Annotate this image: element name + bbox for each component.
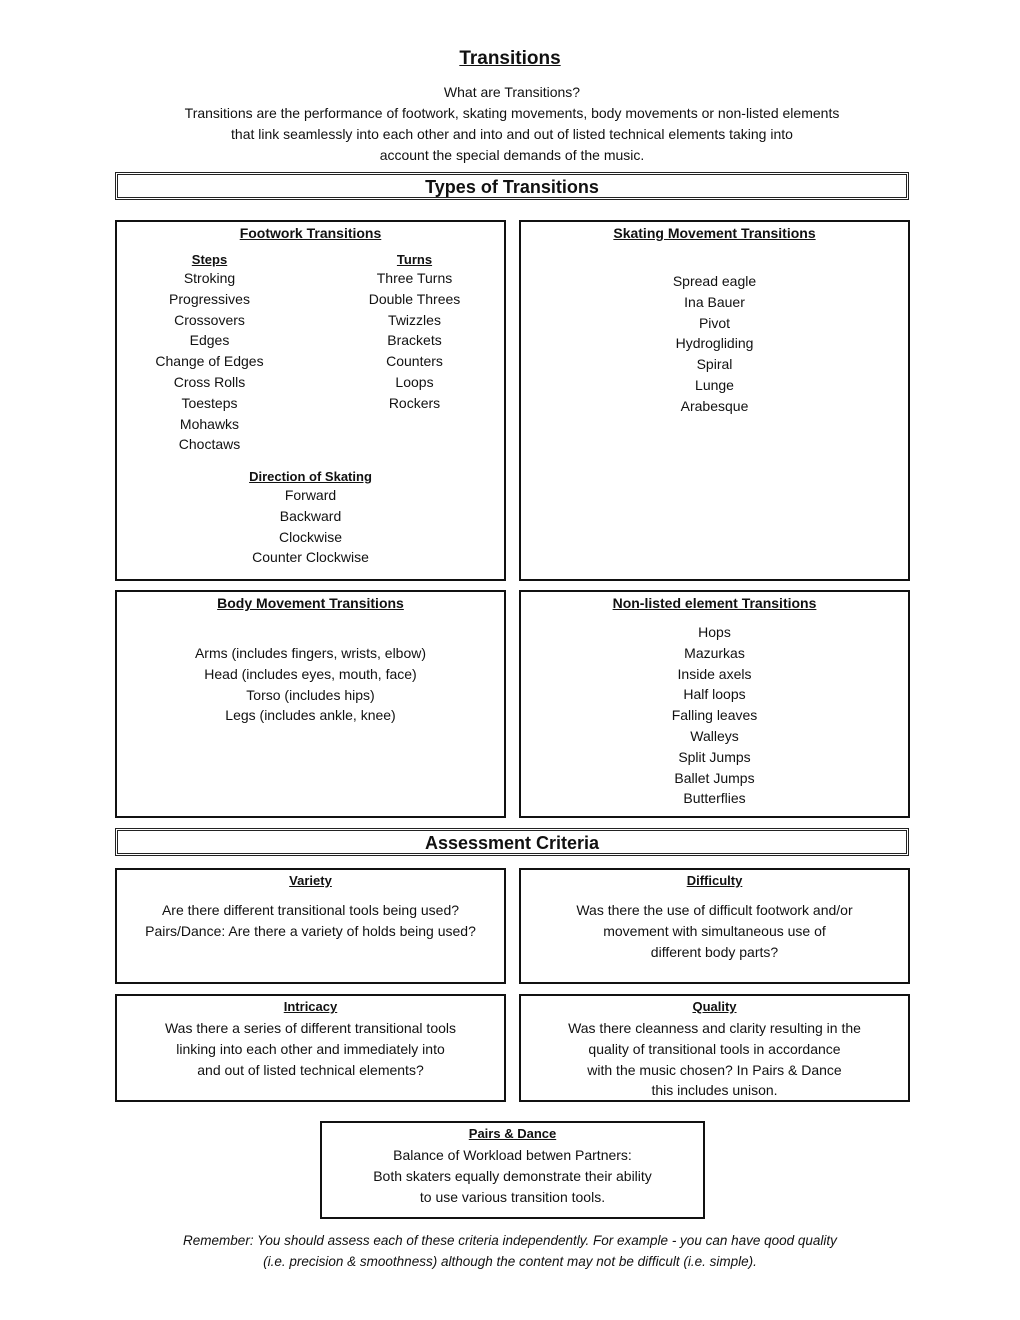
nonlisted-item: Ballet Jumps bbox=[674, 769, 755, 786]
step-item: Toesteps bbox=[181, 394, 238, 411]
footer-note-line: Remember: You should assess each of these criteria independently. For example - you can have qood quality bbox=[183, 1233, 837, 1248]
footwork-heading: Footwork Transitions bbox=[239, 225, 382, 241]
quality-heading: Quality bbox=[692, 999, 737, 1014]
footwork-box bbox=[115, 220, 506, 581]
difficulty-text bbox=[521, 900, 908, 962]
variety-text bbox=[117, 900, 504, 942]
body-item: Arms (includes fingers, wrists, elbow) bbox=[194, 645, 427, 661]
step-item: Progressives bbox=[169, 290, 250, 307]
assessment-banner: Assessment Criteria bbox=[115, 828, 909, 856]
difficulty-line: different body parts? bbox=[650, 943, 779, 960]
turn-item: Loops bbox=[395, 373, 434, 390]
skating-box bbox=[519, 220, 910, 581]
intro-line: Transitions are the performance of footwork, skating movements, body movements or non-listed elements bbox=[184, 105, 840, 121]
quality-box bbox=[519, 994, 910, 1102]
skating-item: Spiral bbox=[696, 356, 733, 373]
nonlisted-box bbox=[519, 590, 910, 818]
direction-item: Forward bbox=[284, 487, 337, 503]
nonlisted-item: Falling leaves bbox=[671, 707, 758, 724]
step-item: Mohawks bbox=[179, 415, 240, 432]
turn-item: Three Turns bbox=[376, 270, 453, 286]
skating-item: Hydrogliding bbox=[675, 335, 754, 352]
body-item: Torso (includes hips) bbox=[246, 686, 375, 703]
nonlisted-item: Inside axels bbox=[677, 665, 752, 682]
turns-heading: Turns bbox=[396, 252, 433, 267]
difficulty-heading: Difficulty bbox=[686, 873, 743, 888]
variety-heading: Variety bbox=[289, 873, 332, 888]
skating-heading: Skating Movement Transitions bbox=[613, 225, 816, 241]
difficulty-box bbox=[519, 868, 910, 984]
intricacy-box bbox=[115, 994, 506, 1102]
footer-note-line: (i.e. precision & smoothness) although the content may not be difficult (i.e. simple). bbox=[263, 1254, 757, 1269]
nonlisted-item: Mazurkas bbox=[684, 644, 745, 661]
intro-line: account the special demands of the music. bbox=[379, 147, 645, 163]
nonlisted-item: Half loops bbox=[683, 686, 746, 703]
intricacy-line: Was there a series of different transitional tools bbox=[164, 1020, 457, 1036]
steps-column bbox=[117, 252, 302, 455]
direction-item: Counter Clockwise bbox=[252, 549, 369, 566]
step-item: Change of Edges bbox=[155, 353, 264, 370]
intricacy-line: and out of listed technical elements? bbox=[197, 1061, 424, 1078]
variety-box bbox=[115, 868, 506, 984]
body-heading: Body Movement Transitions bbox=[217, 595, 404, 611]
turns-column bbox=[312, 252, 517, 414]
body-list bbox=[117, 643, 504, 726]
intro-question: What are Transitions? bbox=[443, 84, 581, 100]
pairs-heading: Pairs & Dance bbox=[468, 1126, 557, 1141]
quality-line: quality of transitional tools in accordance bbox=[588, 1040, 841, 1057]
turn-item: Rockers bbox=[388, 394, 441, 411]
intricacy-line: linking into each other and immediately into bbox=[176, 1040, 445, 1057]
turn-item: Twizzles bbox=[388, 311, 441, 328]
body-item: Legs (includes ankle, knee) bbox=[225, 707, 396, 724]
step-item: Crossovers bbox=[174, 311, 245, 328]
nonlisted-item: Butterflies bbox=[683, 790, 746, 807]
quality-text bbox=[521, 1018, 908, 1101]
quality-line: Was there cleanness and clarity resulting in the bbox=[568, 1020, 861, 1036]
pairs-line: to use various transition tools. bbox=[419, 1188, 606, 1205]
page-title: Transitions bbox=[459, 48, 561, 69]
quality-line: this includes unison. bbox=[651, 1082, 778, 1099]
variety-line: Pairs/Dance: Are there a variety of holds being used? bbox=[145, 922, 476, 939]
direction-section bbox=[117, 469, 504, 568]
variety-line: Are there different transitional tools being used? bbox=[161, 902, 460, 918]
skating-item: Ina Bauer bbox=[684, 293, 745, 310]
difficulty-line: Was there the use of difficult footwork and/or bbox=[576, 902, 853, 918]
pairs-line: Both skaters equally demonstrate their ability bbox=[373, 1167, 652, 1184]
nonlisted-item: Split Jumps bbox=[678, 748, 751, 765]
body-item: Head (includes eyes, mouth, face) bbox=[204, 665, 417, 682]
steps-heading: Steps bbox=[191, 252, 228, 267]
direction-heading: Direction of Skating bbox=[249, 469, 372, 484]
nonlisted-item: Walleys bbox=[690, 727, 739, 744]
skating-item: Lunge bbox=[695, 376, 734, 393]
skating-item: Spread eagle bbox=[672, 273, 757, 289]
turn-item: Brackets bbox=[387, 332, 442, 349]
step-item: Stroking bbox=[183, 270, 236, 286]
body-box bbox=[115, 590, 506, 818]
nonlisted-item: Hops bbox=[698, 624, 731, 640]
step-item: Cross Rolls bbox=[173, 373, 246, 390]
skating-item: Arabesque bbox=[680, 397, 749, 414]
pairs-line: Balance of Workload betwen Partners: bbox=[393, 1147, 632, 1163]
quality-line: with the music chosen? In Pairs & Dance bbox=[587, 1061, 842, 1078]
skating-list bbox=[521, 271, 908, 417]
turn-item: Double Threes bbox=[368, 290, 461, 307]
difficulty-line: movement with simultaneous use of bbox=[603, 922, 826, 939]
pairs-box bbox=[320, 1121, 705, 1219]
direction-item: Backward bbox=[279, 507, 342, 524]
turn-item: Counters bbox=[386, 353, 443, 370]
step-item: Choctaws bbox=[178, 436, 241, 453]
nonlisted-heading: Non-listed element Transitions bbox=[612, 595, 817, 611]
direction-item: Clockwise bbox=[278, 528, 342, 545]
intricacy-text bbox=[117, 1018, 504, 1080]
intricacy-heading: Intricacy bbox=[283, 999, 338, 1014]
skating-item: Pivot bbox=[698, 314, 731, 331]
pairs-text bbox=[322, 1145, 703, 1207]
step-item: Edges bbox=[189, 332, 230, 349]
types-banner: Types of Transitions bbox=[115, 172, 909, 200]
nonlisted-list bbox=[521, 622, 908, 809]
intro-line: that link seamlessly into each other and into and out of listed technical elements taking into bbox=[231, 126, 793, 142]
